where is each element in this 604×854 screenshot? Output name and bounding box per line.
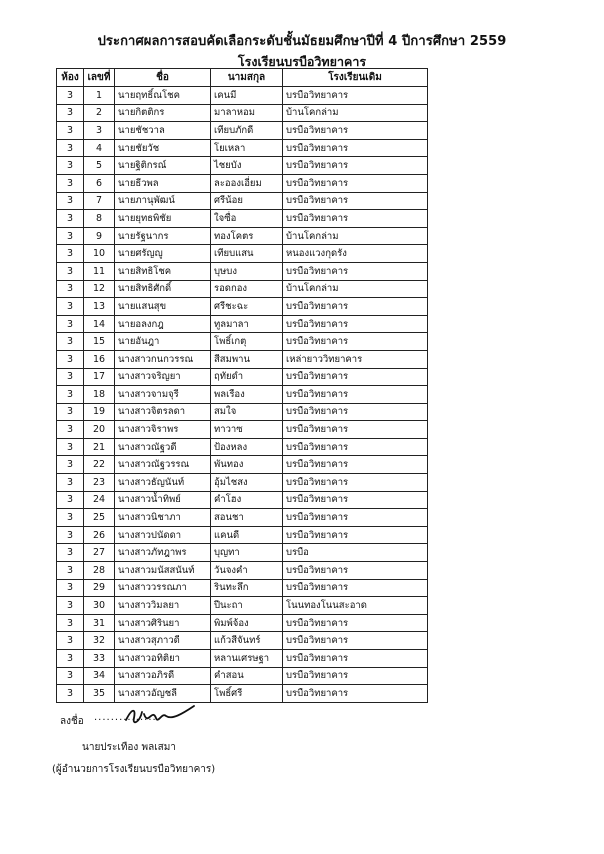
cell-room: 3 xyxy=(57,280,84,298)
cell-number: 23 xyxy=(84,474,115,492)
table-row xyxy=(57,632,428,650)
cell-previous-school: บ้านโคกล่าม xyxy=(283,227,428,245)
cell-last-name: ศรีน้อย xyxy=(211,192,283,210)
table-row xyxy=(57,509,428,527)
table-row xyxy=(57,298,428,316)
cell-previous-school: บรบือวิทยาคาร xyxy=(283,456,428,474)
cell-room: 3 xyxy=(57,579,84,597)
cell-room: 3 xyxy=(57,368,84,386)
cell-room: 3 xyxy=(57,315,84,333)
cell-last-name: ทูลมาลา xyxy=(211,315,283,333)
table-row xyxy=(57,280,428,298)
cell-last-name: พันทอง xyxy=(211,456,283,474)
cell-last-name: อุ้มไชสง xyxy=(211,474,283,492)
header-room: ห้อง xyxy=(57,69,84,87)
cell-last-name: ไชยบัง xyxy=(211,157,283,175)
cell-last-name: ศรีชะฉะ xyxy=(211,298,283,316)
cell-number: 5 xyxy=(84,157,115,175)
header-previous-school: โรงเรียนเดิม xyxy=(283,69,428,87)
cell-last-name: ทาวาซ xyxy=(211,421,283,439)
cell-last-name: ปีนะถา xyxy=(211,597,283,615)
table-row xyxy=(57,685,428,703)
cell-last-name: วันจงคำ xyxy=(211,562,283,580)
cell-room: 3 xyxy=(57,614,84,632)
cell-first-name: นายภานุพัฒน์ xyxy=(115,192,211,210)
table-row xyxy=(57,174,428,192)
cell-previous-school: บรบือวิทยาคาร xyxy=(283,87,428,105)
cell-last-name: ฤทัยดำ xyxy=(211,368,283,386)
cell-previous-school: บรบือวิทยาคาร xyxy=(283,526,428,544)
cell-first-name: นายศรัญญู xyxy=(115,245,211,263)
cell-previous-school: หนองแวงกุดรัง xyxy=(283,245,428,263)
cell-first-name: นายธีวพล xyxy=(115,174,211,192)
cell-first-name: นายฐิติกรณ์ xyxy=(115,157,211,175)
header-first-name: ชื่อ xyxy=(115,69,211,87)
cell-number: 8 xyxy=(84,210,115,228)
cell-previous-school: บรบือวิทยาคาร xyxy=(283,438,428,456)
table-row xyxy=(57,386,428,404)
cell-last-name: เคนมี xyxy=(211,87,283,105)
cell-number: 32 xyxy=(84,632,115,650)
cell-number: 21 xyxy=(84,438,115,456)
cell-number: 20 xyxy=(84,421,115,439)
cell-number: 28 xyxy=(84,562,115,580)
cell-first-name: นางสาวจามจุรี xyxy=(115,386,211,404)
table-row xyxy=(57,139,428,157)
table-row xyxy=(57,526,428,544)
cell-last-name: รอดกอง xyxy=(211,280,283,298)
cell-first-name: นางสาวปนัดดา xyxy=(115,526,211,544)
table-row xyxy=(57,333,428,351)
cell-last-name: มาลาหอม xyxy=(211,104,283,122)
cell-room: 3 xyxy=(57,139,84,157)
cell-last-name: บุษบง xyxy=(211,262,283,280)
cell-previous-school: บรบือวิทยาคาร xyxy=(283,509,428,527)
cell-first-name: นายรัฐนากร xyxy=(115,227,211,245)
cell-room: 3 xyxy=(57,192,84,210)
table-row xyxy=(57,122,428,140)
cell-number: 9 xyxy=(84,227,115,245)
cell-number: 3 xyxy=(84,122,115,140)
cell-previous-school: เหล่ายาววิทยาคาร xyxy=(283,350,428,368)
cell-previous-school: บรบือวิทยาคาร xyxy=(283,262,428,280)
cell-last-name: แก้วสีจันทร์ xyxy=(211,632,283,650)
cell-first-name: นางสาวอภิรดี xyxy=(115,667,211,685)
table-row xyxy=(57,614,428,632)
cell-first-name: นายฤทธิ์ณโชค xyxy=(115,87,211,105)
cell-number: 1 xyxy=(84,87,115,105)
cell-first-name: นายชัชวาล xyxy=(115,122,211,140)
table-row xyxy=(57,262,428,280)
cell-previous-school: บรบือวิทยาคาร xyxy=(283,139,428,157)
cell-first-name: นางสาววิมลยา xyxy=(115,597,211,615)
cell-previous-school: บรบือวิทยาคาร xyxy=(283,474,428,492)
cell-room: 3 xyxy=(57,403,84,421)
table-row xyxy=(57,562,428,580)
cell-room: 3 xyxy=(57,562,84,580)
cell-previous-school: บรบือวิทยาคาร xyxy=(283,632,428,650)
table-row xyxy=(57,210,428,228)
cell-last-name: สอนชา xyxy=(211,509,283,527)
cell-room: 3 xyxy=(57,333,84,351)
cell-first-name: นางสาวกนกวรรณ xyxy=(115,350,211,368)
cell-room: 3 xyxy=(57,298,84,316)
table-row xyxy=(57,421,428,439)
table-row xyxy=(57,368,428,386)
cell-first-name: นางสาววรรณภา xyxy=(115,579,211,597)
cell-last-name: เทียบแสน xyxy=(211,245,283,263)
cell-last-name: บุญทา xyxy=(211,544,283,562)
cell-first-name: นางสาวนิชาภา xyxy=(115,509,211,527)
cell-number: 14 xyxy=(84,315,115,333)
cell-room: 3 xyxy=(57,262,84,280)
cell-number: 35 xyxy=(84,685,115,703)
cell-room: 3 xyxy=(57,122,84,140)
cell-first-name: นางสาวภัทฎาพร xyxy=(115,544,211,562)
cell-first-name: นายอันฎา xyxy=(115,333,211,351)
table-row xyxy=(57,227,428,245)
signer-title: (ผู้อำนวยการโรงเรียนบรบือวิทยาคาร) xyxy=(52,764,216,775)
cell-first-name: นางสาวจิตรลดา xyxy=(115,403,211,421)
cell-previous-school: บ้านโคกล่าม xyxy=(283,280,428,298)
cell-previous-school: บรบือวิทยาคาร xyxy=(283,210,428,228)
cell-number: 26 xyxy=(84,526,115,544)
cell-previous-school: บรบือวิทยาคาร xyxy=(283,562,428,580)
table-row xyxy=(57,315,428,333)
cell-room: 3 xyxy=(57,667,84,685)
cell-room: 3 xyxy=(57,104,84,122)
table-row xyxy=(57,245,428,263)
cell-first-name: นายกิตติกร xyxy=(115,104,211,122)
cell-number: 6 xyxy=(84,174,115,192)
cell-previous-school: บรบือวิทยาคาร xyxy=(283,650,428,668)
cell-previous-school: บ้านโคกล่าม xyxy=(283,104,428,122)
cell-first-name: นางสาวสุภาวดี xyxy=(115,632,211,650)
table-row xyxy=(57,438,428,456)
header-number: เลขที่ xyxy=(84,69,115,87)
cell-last-name: คำโฮง xyxy=(211,491,283,509)
student-table xyxy=(56,68,428,703)
cell-room: 3 xyxy=(57,685,84,703)
cell-previous-school: บรบือวิทยาคาร xyxy=(283,174,428,192)
cell-first-name: นางสาวน้ำทิพย์ xyxy=(115,491,211,509)
cell-room: 3 xyxy=(57,544,84,562)
cell-first-name: นางสาวณัฐวดี xyxy=(115,438,211,456)
cell-number: 27 xyxy=(84,544,115,562)
cell-number: 17 xyxy=(84,368,115,386)
cell-number: 30 xyxy=(84,597,115,615)
table-row xyxy=(57,192,428,210)
cell-room: 3 xyxy=(57,245,84,263)
cell-room: 3 xyxy=(57,227,84,245)
cell-previous-school: บรบือวิทยาคาร xyxy=(283,298,428,316)
cell-first-name: นางสาวจิราพร xyxy=(115,421,211,439)
cell-number: 12 xyxy=(84,280,115,298)
cell-room: 3 xyxy=(57,210,84,228)
cell-number: 22 xyxy=(84,456,115,474)
cell-room: 3 xyxy=(57,632,84,650)
cell-previous-school: บรบือวิทยาคาร xyxy=(283,667,428,685)
cell-first-name: นายสิทธิโชค xyxy=(115,262,211,280)
cell-last-name: ป้องหลง xyxy=(211,438,283,456)
cell-previous-school: บรบือวิทยาคาร xyxy=(283,315,428,333)
cell-previous-school: โนนทองโนนสะอาด xyxy=(283,597,428,615)
table-row xyxy=(57,579,428,597)
cell-last-name: หลานเศรษฐา xyxy=(211,650,283,668)
cell-previous-school: บรบือวิทยาคาร xyxy=(283,157,428,175)
table-body xyxy=(57,87,428,703)
table-row xyxy=(57,157,428,175)
table-row xyxy=(57,667,428,685)
cell-number: 19 xyxy=(84,403,115,421)
cell-number: 7 xyxy=(84,192,115,210)
cell-first-name: นายยุทธพิชัย xyxy=(115,210,211,228)
cell-number: 4 xyxy=(84,139,115,157)
cell-number: 31 xyxy=(84,614,115,632)
cell-previous-school: บรบือวิทยาคาร xyxy=(283,579,428,597)
cell-room: 3 xyxy=(57,526,84,544)
cell-room: 3 xyxy=(57,474,84,492)
cell-number: 10 xyxy=(84,245,115,263)
cell-previous-school: บรบือวิทยาคาร xyxy=(283,333,428,351)
cell-previous-school: บรบือวิทยาคาร xyxy=(283,491,428,509)
cell-room: 3 xyxy=(57,456,84,474)
cell-room: 3 xyxy=(57,509,84,527)
signature-dots: ............... xyxy=(94,712,157,723)
table-row xyxy=(57,650,428,668)
cell-previous-school: บรบือวิทยาคาร xyxy=(283,386,428,404)
table-header-row xyxy=(57,69,428,87)
cell-room: 3 xyxy=(57,597,84,615)
cell-last-name: เทียบภักดี xyxy=(211,122,283,140)
cell-room: 3 xyxy=(57,87,84,105)
cell-number: 16 xyxy=(84,350,115,368)
cell-first-name: นางสาวณัฐวรรณ xyxy=(115,456,211,474)
school-name: โรงเรียนบรบือวิทยาคาร xyxy=(237,54,367,69)
handwritten-signature xyxy=(122,700,202,730)
cell-first-name: นายชัยวัช xyxy=(115,139,211,157)
document-title: ประกาศผลการสอบคัดเลือกระดับชั้นมัธยมศึกษาปีที่ 4 ปีการศึกษา 2559 xyxy=(97,34,507,49)
cell-room: 3 xyxy=(57,157,84,175)
cell-previous-school: บรบือวิทยาคาร xyxy=(283,614,428,632)
cell-previous-school: บรบือวิทยาคาร xyxy=(283,421,428,439)
table-row xyxy=(57,544,428,562)
cell-previous-school: บรบือ xyxy=(283,544,428,562)
cell-first-name: นางสาวอัญชลี xyxy=(115,685,211,703)
cell-previous-school: บรบือวิทยาคาร xyxy=(283,685,428,703)
cell-number: 24 xyxy=(84,491,115,509)
cell-last-name: แคนดี xyxy=(211,526,283,544)
cell-last-name: คำสอน xyxy=(211,667,283,685)
cell-previous-school: บรบือวิทยาคาร xyxy=(283,368,428,386)
table-row xyxy=(57,456,428,474)
cell-first-name: นางสาวศิรินยา xyxy=(115,614,211,632)
table-row xyxy=(57,403,428,421)
cell-last-name: โพธิ์ศรี xyxy=(211,685,283,703)
cell-number: 34 xyxy=(84,667,115,685)
cell-number: 13 xyxy=(84,298,115,316)
cell-last-name: รินทะลึก xyxy=(211,579,283,597)
cell-number: 29 xyxy=(84,579,115,597)
cell-last-name: ละอองเอี่ยม xyxy=(211,174,283,192)
cell-first-name: นางสาวอทิติยา xyxy=(115,650,211,668)
table-row xyxy=(57,474,428,492)
cell-last-name: สมใจ xyxy=(211,403,283,421)
cell-room: 3 xyxy=(57,386,84,404)
cell-number: 18 xyxy=(84,386,115,404)
cell-first-name: นางสาวจริญยา xyxy=(115,368,211,386)
cell-first-name: นายอลงกฎ xyxy=(115,315,211,333)
cell-last-name: พลเรือง xyxy=(211,386,283,404)
sign-label: ลงชื่อ xyxy=(60,716,84,727)
cell-number: 25 xyxy=(84,509,115,527)
cell-previous-school: บรบือวิทยาคาร xyxy=(283,403,428,421)
table-row xyxy=(57,104,428,122)
cell-previous-school: บรบือวิทยาคาร xyxy=(283,192,428,210)
table-row xyxy=(57,87,428,105)
cell-previous-school: บรบือวิทยาคาร xyxy=(283,122,428,140)
cell-last-name: ใจซื่อ xyxy=(211,210,283,228)
cell-number: 15 xyxy=(84,333,115,351)
table-row xyxy=(57,597,428,615)
header-last-name: นามสกุล xyxy=(211,69,283,87)
cell-first-name: นายสิทธิศักดิ์ xyxy=(115,280,211,298)
cell-last-name: โพธิ์เกตุ xyxy=(211,333,283,351)
cell-room: 3 xyxy=(57,174,84,192)
cell-last-name: ทองโคตร xyxy=(211,227,283,245)
cell-number: 33 xyxy=(84,650,115,668)
table-row xyxy=(57,350,428,368)
cell-first-name: นางสาวมนัสสนันท์ xyxy=(115,562,211,580)
cell-room: 3 xyxy=(57,650,84,668)
cell-first-name: นางสาวธัญนันท์ xyxy=(115,474,211,492)
cell-last-name: โยเหลา xyxy=(211,139,283,157)
cell-number: 11 xyxy=(84,262,115,280)
cell-number: 2 xyxy=(84,104,115,122)
cell-last-name: พิมพ์จ้อง xyxy=(211,614,283,632)
cell-last-name: สีสมพาน xyxy=(211,350,283,368)
table-row xyxy=(57,491,428,509)
cell-room: 3 xyxy=(57,438,84,456)
cell-room: 3 xyxy=(57,491,84,509)
cell-first-name: นายแสนสุข xyxy=(115,298,211,316)
signer-name: นายประเทือง พลเสมา xyxy=(82,742,176,753)
cell-room: 3 xyxy=(57,350,84,368)
cell-room: 3 xyxy=(57,421,84,439)
